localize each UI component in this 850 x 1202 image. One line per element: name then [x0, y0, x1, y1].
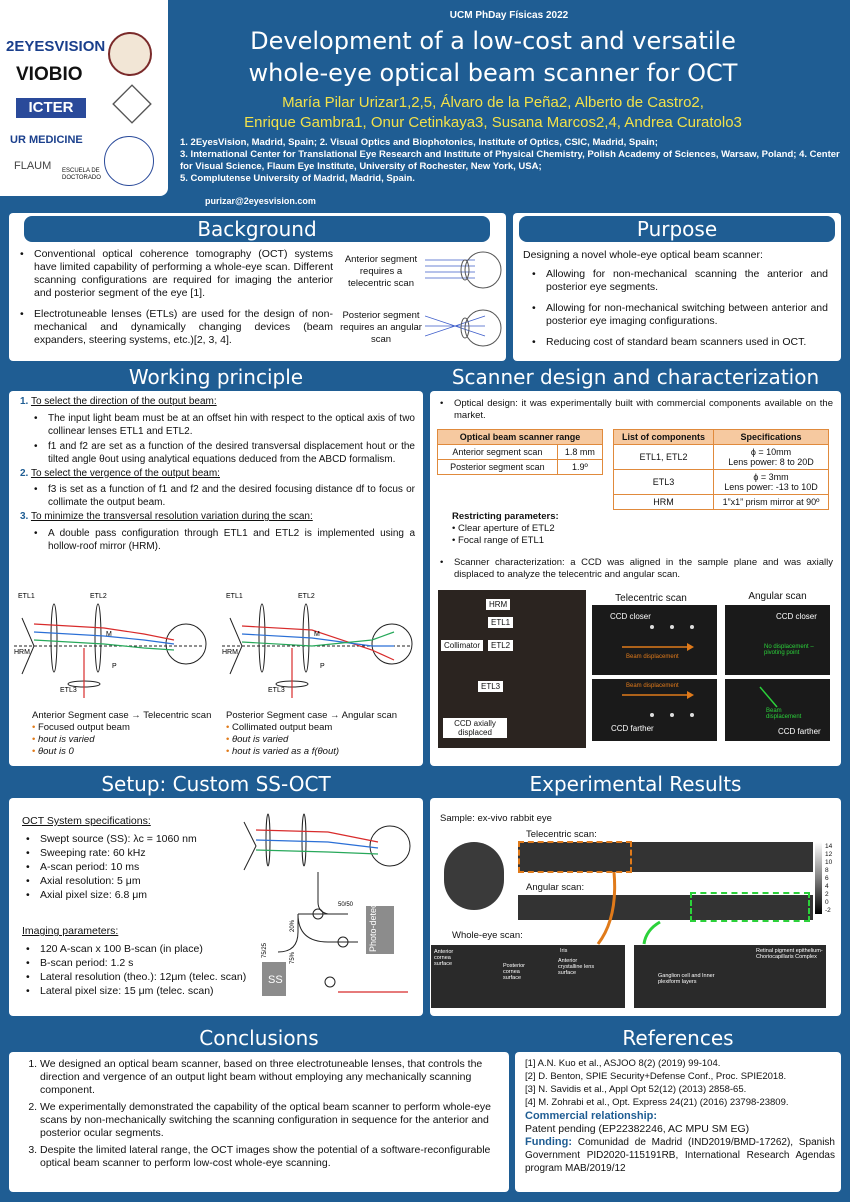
- purpose-bullet: • Reducing cost of standard beam scanners used in OCT.: [530, 336, 828, 349]
- background-title: Background: [24, 216, 490, 242]
- funding-head: Funding:: [525, 1136, 573, 1148]
- purpose-bullet: • Allowing for non-mechanical switching between anterior and posterior eye imaging configurations.: [530, 302, 828, 328]
- background-bullet: • Electrotuneable lenses (ETLs) are used for the design of non-mechanical and dynamically changing devices (beam expanders, steering systems, etc.)[2, 3, 4].: [18, 308, 333, 347]
- split-5050: 50/50: [338, 902, 354, 908]
- cb-tick: 8: [825, 867, 829, 874]
- restrict-head: Restricting parameters:: [452, 511, 559, 522]
- cb-tick: 14: [825, 843, 833, 850]
- aff-3: 5. Complutense University of Madrid, Madrid, Spain.: [180, 173, 415, 184]
- logo-2eyesvision: 2EYESVISION: [6, 38, 106, 55]
- photo-label-etl2: ETL2: [488, 640, 513, 651]
- range-cell: 1.8 mm: [557, 445, 602, 460]
- aff-2: 3. International Center for Translational Eye Research and Institute of Physical Chemistry, Polish Academy of Sciences, Warsaw, Poland; 4. Center for Visual Science, Flaum Eye Institute, University of Rochester, New York, USA;: [180, 149, 840, 172]
- hrm-label: HRM: [14, 649, 30, 656]
- img-item: • Lateral pixel size: 15 μm (telec. scan): [24, 985, 269, 998]
- step-bullet: • A double pass configuration through ETL1 and ETL2 is implemented using a hollow-roof mirror (HRM).: [32, 527, 415, 553]
- sample-label: Sample: ex-vivo rabbit eye: [440, 813, 552, 824]
- logo-network: [104, 136, 154, 186]
- ss-label: SS: [268, 974, 283, 986]
- ccd-closer-1: CCD closer: [610, 612, 651, 621]
- comp-head: List of components: [614, 430, 714, 445]
- ann-ganglion: Ganglion cell and Inner plexiform layers: [658, 973, 715, 985]
- spec-item: • Sweeping rate: 60 kHz: [24, 847, 259, 860]
- spec-head: OCT System specifications:: [22, 815, 151, 827]
- poster-title-2: whole-eye optical beam scanner for OCT: [248, 59, 738, 87]
- eye-scan-diagrams: [425, 246, 503, 356]
- beam-disp-1: Beam displacement: [626, 654, 679, 660]
- conclusion-item: 2. We experimentally demonstrated the capability of the optical beam scanner to perform whole-eye scans by non-mechanically switching the scanning configuration in sequence for the anterior and posterior ocular segments.: [40, 1101, 495, 1140]
- references-list: [525, 1057, 835, 1175]
- colorbar-ticks: [825, 843, 832, 915]
- logo-viobio: VIOBIO: [16, 64, 83, 85]
- cb-tick: 4: [825, 883, 829, 890]
- scanner-charact: • Scanner characterization: a CCD was aligned in the sample plane and was axially displaced to analyze the telecentric and angular scan.: [438, 557, 833, 581]
- colorbar: [815, 842, 822, 914]
- case-posterior: [226, 710, 421, 758]
- step-bullet: • The input light beam must be at an offset hin with respect to the optical axis of two collinear lenses ETL1 and ETL2.: [32, 412, 415, 438]
- case-anterior: [32, 710, 222, 758]
- purpose-title: Purpose: [519, 216, 835, 242]
- email[interactable]: purizar@2eyesvision.com: [205, 196, 316, 206]
- conclusion-item: 1. We designed an optical beam scanner, based on three electrotuneable lenses, that controls the direction and vergence of an output light beam without employing any mechanically scanning component.: [40, 1058, 495, 1097]
- step-bullet: • f1 and f2 are set as a function of the desired transversal displacement hout or the tilted angle θout using analytical equations deduced from the ABCD formalism.: [32, 440, 415, 466]
- ang-highlight: [690, 892, 810, 922]
- restrict-item: • Focal range of ETL1: [452, 535, 545, 546]
- step-1: 1. To select the direction of the output beam:: [20, 396, 217, 407]
- split-75: 75%: [290, 951, 296, 964]
- spec-item: • A-scan period: 10 ms: [24, 861, 259, 874]
- result-arrows: [560, 868, 680, 948]
- working-diagram-posterior: [222, 588, 420, 706]
- case-item: • Focused output beam: [32, 722, 130, 733]
- comp-cell: ETL3: [614, 470, 714, 495]
- etl1-label: ETL1: [226, 593, 243, 600]
- comp-head: Specifications: [713, 430, 828, 445]
- photo-label-etl1: ETL1: [488, 617, 513, 628]
- components-table: [613, 429, 829, 510]
- etl2-label: ETL2: [90, 593, 107, 600]
- range-cell: Anterior segment scan: [438, 445, 558, 460]
- step-bullet: • f3 is set as a function of f1 and f2 and the desired focusing distance df to focus or collimate the output beam.: [32, 483, 415, 509]
- beam-disp-3: Beam displacement: [766, 708, 802, 720]
- photo-label-ccd: CCD axially displaced: [443, 718, 507, 738]
- conclusions-title: Conclusions: [199, 1026, 319, 1050]
- fig-anterior-caption: Anterior segment requires a telecentric scan: [344, 254, 418, 289]
- img-head: Imaging parameters:: [22, 925, 119, 937]
- poster-title-1: Development of a low-cost and versatile: [250, 27, 736, 55]
- reference-item: [3] N. Savidis et al., Appl Opt 52(12) (2013) 2858-65.: [525, 1084, 747, 1095]
- affiliations: [180, 137, 840, 185]
- authors-2: Enrique Gambra1, Onur Cetinkaya3, Susana Marcos2,4, Andrea Curatolo3: [244, 114, 742, 131]
- m-label: M: [106, 631, 112, 638]
- case-item: • Collimated output beam: [226, 722, 333, 733]
- etl1-label: ETL1: [18, 593, 35, 600]
- img-item: • B-scan period: 1.2 s: [24, 957, 269, 970]
- hrm-label: HRM: [222, 649, 238, 656]
- case-item: • hout is varied as a f(θout): [226, 746, 340, 757]
- reference-item: [1] A.N. Kuo et al., ASJOO 8(2) (2019) 99-104.: [525, 1058, 721, 1069]
- ann-rpe: Retinal pigment epithelium-Choriocapillaris Complex: [756, 948, 823, 960]
- logo-ucm-seal: [108, 32, 152, 76]
- photodetector-label: Photo-detector: [368, 892, 378, 952]
- commercial-text: Patent pending (EP22382246, AC MPU SM EG): [525, 1123, 750, 1135]
- photo-label-collimator: Collimator: [441, 640, 483, 651]
- reference-item: [4] M. Zohrabi et al., Opt. Express 24(21) (2016) 23798-23809.: [525, 1097, 789, 1108]
- tele-scan-label: Telecentric scan: [615, 593, 687, 604]
- spec-item: • Swept source (SS): λc = 1060 nm: [24, 833, 259, 846]
- scanner-title: Scanner design and characterization: [451, 365, 820, 389]
- step-3-list: [32, 527, 415, 553]
- case-item: • θout is 0: [32, 746, 74, 757]
- range-cell: 1.9º: [557, 460, 602, 475]
- photo-label-etl3: ETL3: [478, 681, 503, 692]
- cb-tick: 12: [825, 851, 833, 858]
- scanner-design-list: [438, 398, 833, 430]
- case-posterior-title: Posterior Segment case → Angular scan: [226, 710, 398, 721]
- ann-post-cornea: Posterior cornea surface: [503, 963, 526, 981]
- comp-cell: ϕ = 10mm Lens power: 8 to 20D: [713, 445, 828, 470]
- p-label: P: [320, 663, 325, 670]
- conclusion-item: 3. Despite the limited lateral range, the OCT images show the potential of a software-reconfigurable optical beam scanner to perform low-cost whole-eye scanning.: [40, 1144, 495, 1170]
- ccd-closer-2: CCD closer: [776, 612, 817, 621]
- scanner-charact-list: [438, 557, 833, 589]
- funding-text: Comunidad de Madrid (IND2019/BMD-17262), Spanish Government PID2020-115191RB, International Research Agendas program MAB/2019/12: [525, 1137, 835, 1174]
- funding-block: [525, 1136, 835, 1175]
- fig-posterior-caption: Posterior segment requires an angular scan: [340, 310, 422, 345]
- setup-title: Setup: Custom SS-OCT: [101, 772, 331, 796]
- ann-lens: Anterior crystalline lens surface: [558, 958, 595, 976]
- case-item: • hout is varied: [32, 734, 95, 745]
- no-disp: No displacement – pivoting point: [764, 644, 814, 656]
- restricting: [452, 511, 559, 547]
- case-item: • θout is varied: [226, 734, 289, 745]
- etl3-label: ETL3: [268, 687, 285, 694]
- spec-item: • Axial pixel size: 6.8 μm: [24, 889, 259, 902]
- img-item: • 120 A-scan x 100 B-scan (in place): [24, 943, 269, 956]
- range-head: Optical beam scanner range: [438, 430, 603, 445]
- working-title: Working principle: [128, 365, 304, 389]
- ang-scan-label: Angular scan: [748, 591, 807, 602]
- beam-disp-2: Beam displacement: [626, 683, 679, 689]
- split-20: 20%: [290, 919, 296, 932]
- commercial-head: Commercial relationship:: [525, 1110, 658, 1122]
- reference-item: [2] D. Benton, SPIE Security+Defense Conf., Proc. SPIE2018.: [525, 1071, 787, 1082]
- cb-tick: 10: [825, 859, 833, 866]
- etl3-label: ETL3: [60, 687, 77, 694]
- logo-flaum: FLAUM: [14, 160, 52, 172]
- results-title: Experimental Results: [529, 772, 742, 796]
- ann-ant-cornea: Anterior cornea surface: [434, 949, 454, 967]
- background-bullet: • Conventional optical coherence tomography (OCT) systems have limited capability of performing a whole-eye scan. Different scanning configurations are required for imaging the anterior and posterior segment of the eye [1].: [18, 248, 333, 300]
- split-7525: 75/25: [262, 942, 268, 958]
- p-label: P: [112, 663, 117, 670]
- cb-tick: 6: [825, 875, 829, 882]
- step-2-list: [32, 483, 415, 509]
- purpose-intro: Designing a novel whole-eye optical beam scanner:: [523, 249, 763, 261]
- spec-list: [24, 833, 259, 903]
- authors-1: María Pilar Urizar1,2,5, Álvaro de la Peña2, Alberto de Castro2,: [282, 94, 704, 111]
- comp-cell: ETL1, ETL2: [614, 445, 714, 470]
- img-item: • Lateral resolution (theo.): 12μm (telec. scan): [24, 971, 269, 984]
- range-cell: Posterior segment scan: [438, 460, 558, 475]
- aff-1: 1. 2EyesVision, Madrid, Spain; 2. Visual Optics and Biophotonics, Institute of Optics, CSIC, Madrid, Spain;: [180, 137, 658, 148]
- cb-tick: 2: [825, 891, 829, 898]
- rabbit-eye-photo: [444, 842, 504, 910]
- comp-cell: HRM: [614, 495, 714, 510]
- restrict-item: • Clear aperture of ETL2: [452, 523, 555, 534]
- ang-result-label: Angular scan:: [526, 882, 585, 893]
- comp-cell: 1”x1” prism mirror at 90º: [713, 495, 828, 510]
- step-2: 2. To select the vergence of the output beam:: [20, 467, 220, 479]
- logo-escuela: ESCUELA DE DOCTORADO: [62, 168, 101, 181]
- m-label: M: [314, 631, 320, 638]
- references-title: References: [622, 1026, 734, 1050]
- case-anterior-title: Anterior Segment case → Telecentric scan: [32, 710, 212, 721]
- background-list: [18, 248, 333, 355]
- cb-tick: 0: [825, 899, 829, 906]
- logo-icter: ICTER: [16, 98, 86, 118]
- img-list: [24, 943, 269, 999]
- ann-iris: Iris: [560, 948, 568, 954]
- ccd-arrows: [592, 605, 830, 741]
- spec-item: • Axial resolution: 5 μm: [24, 875, 259, 888]
- cb-tick: -2: [825, 907, 831, 914]
- ccd-farther-1: CCD farther: [611, 724, 654, 733]
- whole-result-label: Whole-eye scan:: [452, 930, 523, 941]
- oct-setup-diagram: [238, 802, 420, 1012]
- ccd-farther-2: CCD farther: [778, 727, 821, 736]
- purpose-bullet: • Allowing for non-mechanical scanning the anterior and posterior eye segments.: [530, 268, 828, 294]
- photo-label-hrm: HRM: [486, 599, 510, 610]
- comp-cell: ϕ = 3mm Lens power: -13 to 10D: [713, 470, 828, 495]
- conference-label: UCM PhDay Físicas 2022: [449, 10, 569, 21]
- step-1-list: [32, 412, 415, 466]
- conclusions-list: [40, 1058, 495, 1174]
- etl2-label: ETL2: [298, 593, 315, 600]
- logo-ur-medicine: UR MEDICINE: [10, 134, 83, 146]
- scanner-design: • Optical design: it was experimentally built with commercial components available on the market.: [438, 398, 833, 422]
- working-text: [20, 396, 415, 555]
- purpose-list: [530, 268, 828, 357]
- tele-result-label: Telecentric scan:: [526, 829, 597, 840]
- range-table: [437, 429, 603, 475]
- working-diagram-anterior: [14, 588, 214, 706]
- step-3: 3. To minimize the transversal resolution variation during the scan:: [20, 511, 313, 522]
